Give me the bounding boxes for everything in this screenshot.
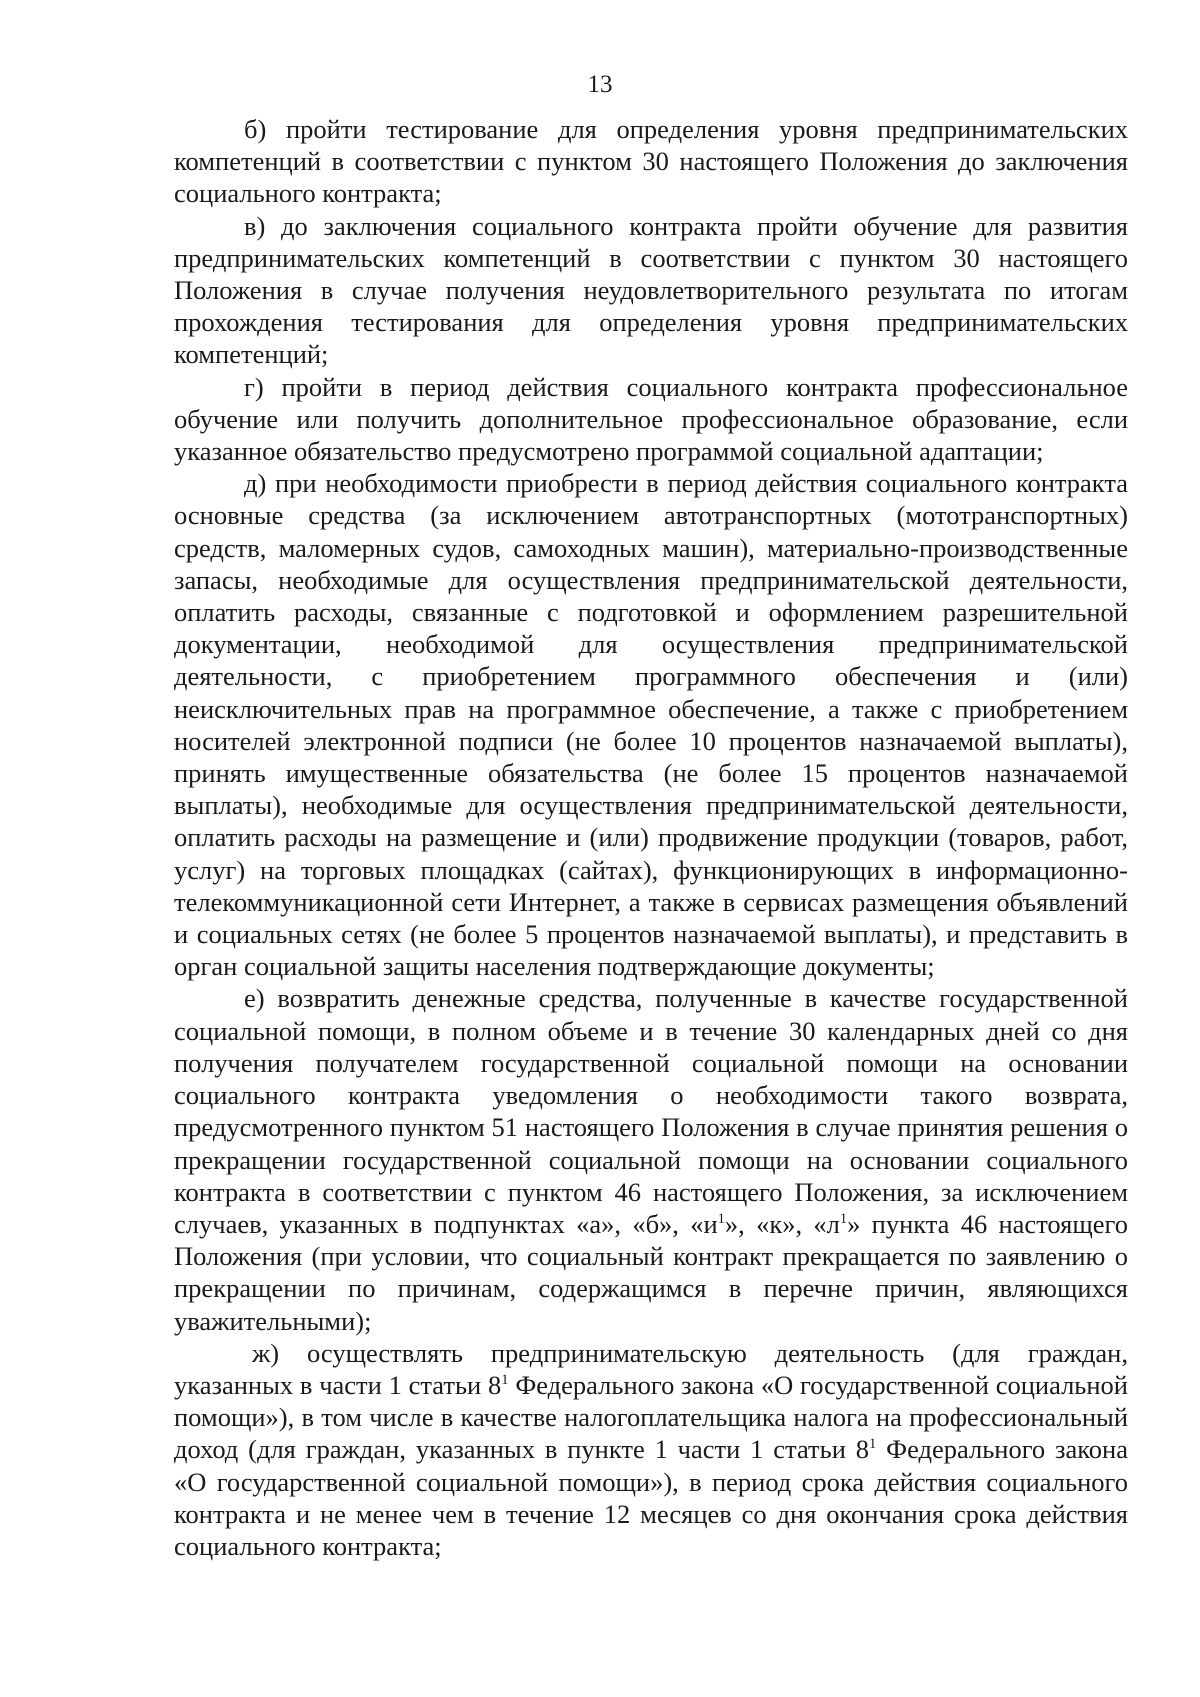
superscript: 1: [869, 1436, 877, 1453]
document-body: [174, 113, 1128, 1562]
paragraph-g: г) пройти в период действия социального контракта профессиональное обучение или получить дополнительное профессиональное образование, если указанное обязательство предусмотрено программой социальной адаптации;: [174, 371, 1128, 467]
paragraph-e-text-1: е) возвратить денежные средства, полученные в качестве государственной социальной помощи, в полном объеме и в течение 30 календарных дней со дня получения получателем государственной социальной помощи на основании социального контракта уведомления о необходимости такого возврата, предусмотренного пунктом 51 настоящего Положения в случае принятия решения о прекращении государственной социальной помощи на основании социального контракта в соответствии с пунктом 46 настоящего Положения, за исключением случаев, указанных в подпунктах «а», «б», «и: [174, 983, 1128, 1239]
paragraph-d: д) при необходимости приобрести в период действия социального контракта основные средства (за исключением автотранспортных (мототранспортных) средств, маломерных судов, самоходных машин), материально-производственные запасы, необходимые для осуществления предпринимательской деятельности, оплатить расходы, связанные с подготовкой и оформлением разрешительной документации, необходимой для осуществления предпринимательской деятельности, с приобретением программного обеспечения и (или) неисключительных прав на программное обеспечение, а также с приобретением носителей электронной подписи (не более 10 процентов назначаемой выплаты), принять имущественные обязательства (не более 15 процентов назначаемой выплаты), необходимые для осуществления предпринимательской деятельности, оплатить расходы на размещение и (или) продвижение продукции (товаров, работ, услуг) на торговых площадках (сайтах), функционирующих в информационно-телекоммуникационной сети Интернет, а также в сервисах размещения объявлений и социальных сетях (не более 5 процентов назначаемой выплаты), и представить в орган социальной защиты населения подтверждающие документы;: [174, 468, 1128, 982]
paragraph-e-text-2: », «к», «л: [724, 1208, 840, 1239]
paragraph-zh-text-3: Федерального закона «О государственной социальной помощи»), в период срока действия социального контракта и не менее чем в течение 12 месяцев со дня окончания срока действия социального контракта;: [174, 1434, 1129, 1561]
paragraph-e: [174, 982, 1128, 1336]
paragraph-v: в) до заключения социального контракта пройти обучение для развития предпринимательских компетенций в соответствии с пунктом 30 настоящего Положения в случае получения неудовлетворительного результата по итогам прохождения тестирования для определения уровня предпринимательских компетенций;: [174, 210, 1128, 370]
paragraph-zh-text-2: Федерального закона «О государственной социальной помощи»), в том числе в качестве налогоплательщика налога на профессиональный доход (для граждан, указанных в пункте 1 части 1 статьи 8: [174, 1369, 1128, 1465]
superscript: 1: [839, 1211, 848, 1228]
paragraph-e-text-3: » пункта 46 настоящего Положения (при условии, что социальный контракт прекращается по заявлению о прекращении по причинам, содержащимся в перечне причин, являющихся уважительными);: [174, 1208, 1128, 1336]
paragraph-zh-text-1: ж) осуществлять предпринимательскую деятельность (для граждан, указанных в части 1 статьи 8: [174, 1337, 1128, 1400]
superscript: 1: [717, 1211, 725, 1228]
paragraph-b: б) пройти тестирование для определения уровня предпринимательских компетенций в соответствии с пунктом 30 настоящего Положения до заключения социального контракта;: [174, 114, 1128, 209]
paragraph-zh: [174, 1337, 1128, 1562]
page-number: 13: [587, 71, 613, 98]
superscript: 1: [501, 1372, 509, 1389]
